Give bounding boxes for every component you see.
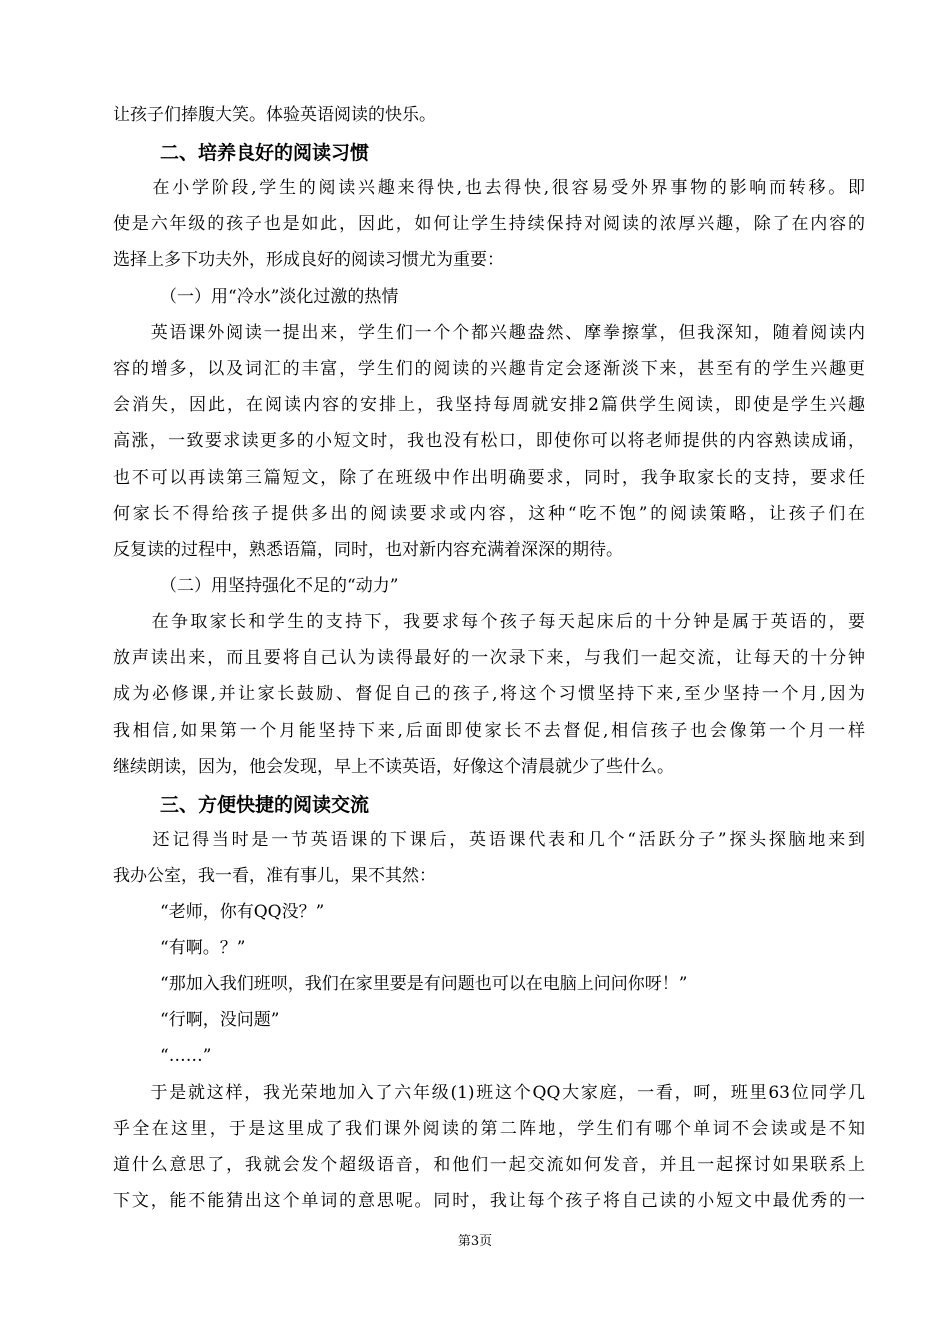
- paragraph-line: 会消失，因此，在阅读内容的安排上，我坚持每周就安排2篇供学生阅读，即使是学生兴趣: [113, 395, 865, 415]
- paragraph-line: 何家长不得给孩子提供多出的阅读要求或内容，这种“吃不饱”的阅读策略，让孩子们在: [113, 504, 865, 524]
- dialogue-line: “老师，你有QQ没？”: [160, 902, 325, 922]
- paragraph-line: 也不可以再读第三篇短文，除了在班级中作出明确要求，同时，我争取家长的支持，要求任: [113, 468, 865, 488]
- paragraph-line: 英语课外阅读一提出来，学生们一个个都兴趣盎然、摩拳擦掌，但我深知，随着阅读内: [113, 323, 865, 343]
- paragraph-line: 容的增多，以及词汇的丰富，学生们的阅读的兴趣肯定会逐渐淡下来，甚至有的学生兴趣更: [113, 359, 865, 379]
- paragraph-line: 于是就这样，我光荣地加入了六年级(1)班这个QQ大家庭，一看，呵，班里63位同学几: [113, 1083, 865, 1103]
- subheading-1: （一）用“冷水”淡化过激的热情: [160, 287, 399, 307]
- paragraph-line: 继续朗读，因为，他会发现，早上不读英语，好像这个清晨就少了些什么。: [113, 757, 674, 777]
- paragraph-line: 我相信,如果第一个月能坚持下来,后面即使家长不去督促,相信孩子也会像第一个月一样: [113, 721, 865, 741]
- paragraph-line: 乎全在这里，于是这里成了我们课外阅读的第二阵地，学生们有哪个单词不会读或是不知: [113, 1119, 865, 1139]
- subheading-2: （二）用坚持强化不足的“动力”: [160, 576, 399, 596]
- page-number: 第3页: [457, 1234, 493, 1249]
- paragraph-line: 让孩子们捧腹大笑。体验英语阅读的快乐。: [113, 105, 436, 125]
- dialogue-line: “那加入我们班呗，我们在家里要是有问题也可以在电脑上问问你呀！”: [160, 974, 688, 994]
- dialogue-line: “行啊，没问题”: [160, 1010, 280, 1030]
- paragraph-line: 使是六年级的孩子也是如此，因此，如何让学生持续保持对阅读的浓厚兴趣，除了在内容的: [113, 214, 865, 234]
- paragraph-line: 下文，能不能猜出这个单词的意思呢。同时，我让每个孩子将自己读的小短文中最优秀的一: [113, 1191, 865, 1211]
- paragraph-line: 放声读出来，而且要将自己认为读得最好的一次录下来，与我们一起交流，让每天的十分钟: [113, 648, 865, 668]
- paragraph-line: 道什么意思了，我就会发个超级语音，和他们一起交流如何发音，并且一起探讨如果联系上: [113, 1155, 865, 1175]
- section-heading-3: 三、方便快捷的阅读交流: [160, 794, 370, 816]
- paragraph-line: 高涨，一致要求读更多的小短文时，我也没有松口，即使你可以将老师提供的内容熟读成诵，: [113, 431, 865, 451]
- section-heading-2: 二、培养良好的阅读习惯: [160, 142, 370, 164]
- paragraph-line: 还记得当时是一节英语课的下课后，英语课代表和几个“活跃分子”探头探脑地来到: [113, 830, 865, 850]
- paragraph-line: 选择上多下功夫外，形成良好的阅读习惯尤为重要：: [113, 250, 504, 270]
- paragraph-line: 成为必修课,并让家长鼓励、督促自己的孩子,将这个习惯坚持下来,至少坚持一个月,因为: [113, 684, 865, 704]
- dialogue-line: “有啊。？”: [160, 938, 246, 958]
- paragraph-line: 在小学阶段,学生的阅读兴趣来得快,也去得快,很容易受外界事物的影响而转移。即: [113, 178, 865, 198]
- paragraph-line: 反复读的过程中，熟悉语篇，同时，也对新内容充满着深深的期待。: [113, 540, 623, 560]
- paragraph-line: 在争取家长和学生的支持下，我要求每个孩子每天起床后的十分钟是属于英语的，要: [113, 612, 865, 632]
- paragraph-line: 我办公室，我一看，准有事儿，果不其然：: [113, 866, 436, 886]
- dialogue-line: “……”: [160, 1046, 212, 1066]
